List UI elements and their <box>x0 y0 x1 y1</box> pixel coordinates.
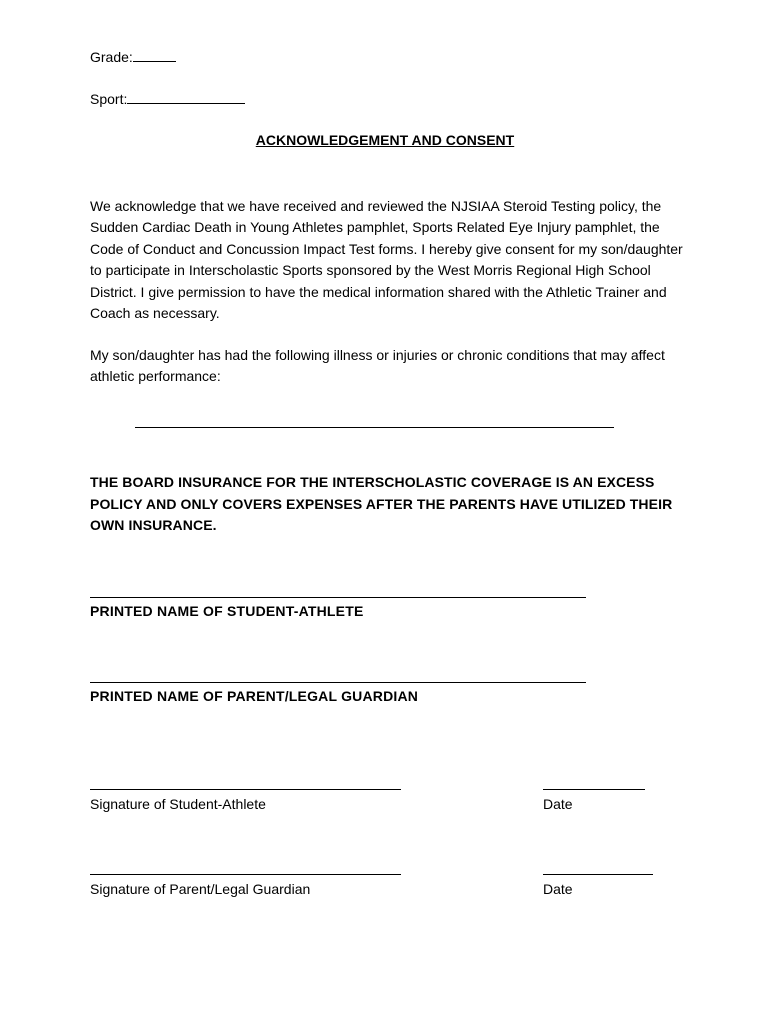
student-printed-name-label: PRINTED NAME OF STUDENT-ATHLETE <box>90 603 364 619</box>
grade-blank[interactable] <box>133 49 176 62</box>
sport-label: Sport: <box>90 91 128 107</box>
acknowledgement-paragraph: We acknowledge that we have received and reviewed the NJSIAA Steroid Testing policy, the Sudden Cardiac Death in Young Athletes pamphlet, Sports Related Eye Injury pamphlet, the Code of Conduct and Concussion Impact Test forms. I hereby give consent for my son/daughter to participate in Interscholastic Sports sponsored by the West Morris Regional High School District. I give permission to have the medical information shared with the Athletic Trainer and Coach as necessary. <box>90 198 683 322</box>
student-signature-label: Signature of Student-Athlete <box>90 796 266 812</box>
parent-signature-line[interactable] <box>90 874 401 875</box>
form-title: ACKNOWLEDGEMENT AND CONSENT <box>255 132 515 148</box>
grade-label: Grade: <box>90 49 133 65</box>
grade-field <box>90 47 176 68</box>
parent-date-line[interactable] <box>543 874 653 875</box>
parent-printed-name-label: PRINTED NAME OF PARENT/LEGAL GUARDIAN <box>90 688 419 704</box>
parent-date-label: Date <box>543 881 573 897</box>
insurance-notice: THE BOARD INSURANCE FOR THE INTERSCHOLASTIC COVERAGE IS AN EXCESS POLICY AND ONLY COVERS EXPENSES AFTER THE PARENTS HAVE UTILIZED THEIR OWN INSURANCE. <box>90 474 673 533</box>
conditions-answer-line[interactable] <box>135 427 614 428</box>
conditions-paragraph: My son/daughter has had the following illness or injuries or chronic conditions that may affect athletic performance: <box>90 347 665 385</box>
student-signature-line[interactable] <box>90 789 401 790</box>
student-printed-name-line[interactable] <box>90 597 586 598</box>
sport-field <box>90 89 245 110</box>
sport-blank[interactable] <box>127 91 245 104</box>
student-date-line[interactable] <box>543 789 645 790</box>
parent-printed-name-line[interactable] <box>90 682 586 683</box>
student-date-label: Date <box>543 796 573 812</box>
parent-signature-label: Signature of Parent/Legal Guardian <box>90 881 311 897</box>
